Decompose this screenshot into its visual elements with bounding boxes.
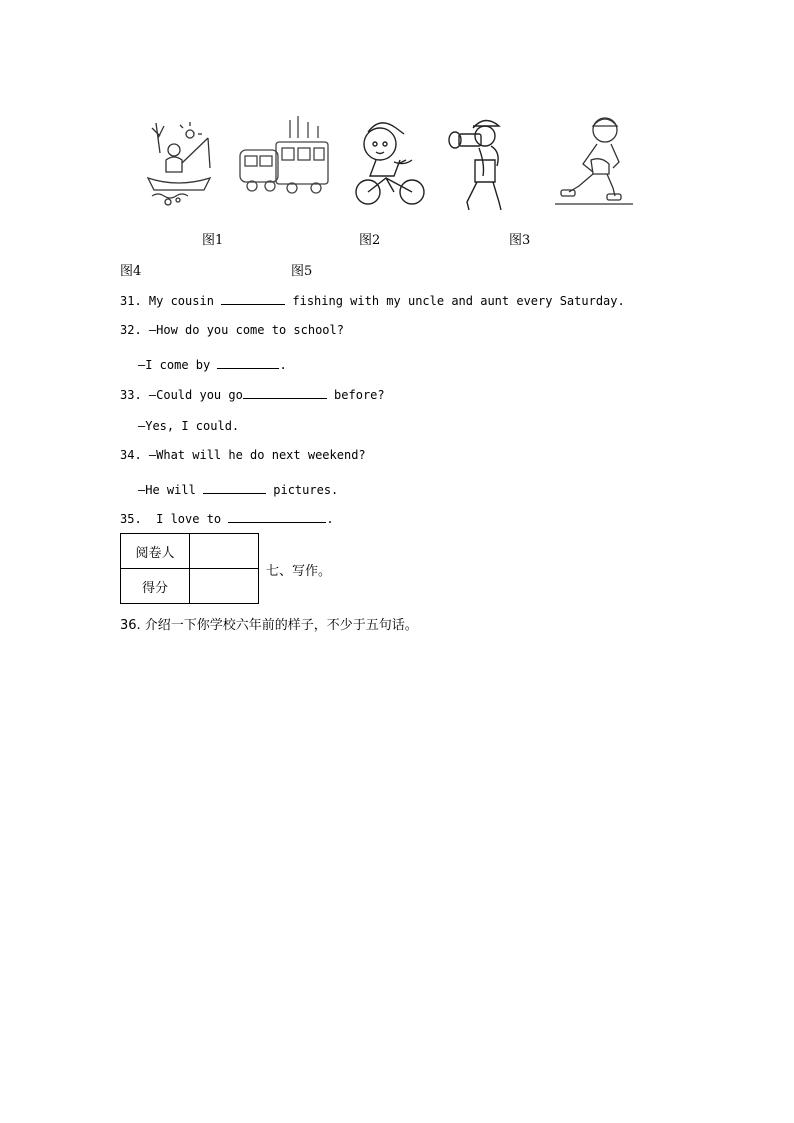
answer-blank xyxy=(221,292,285,305)
answer-blank xyxy=(228,510,326,523)
answer-32-prefix: —I come by xyxy=(138,358,218,372)
question-35 xyxy=(120,510,334,526)
question-35-suffix: . xyxy=(326,512,334,526)
figure-label-2: 图2 xyxy=(359,233,381,248)
question-31 xyxy=(120,292,625,308)
answer-32-suffix: . xyxy=(279,358,287,372)
question-33 xyxy=(120,386,385,402)
bus-picture xyxy=(236,108,332,198)
question-36: 36. 介绍一下你学校六年前的样子，不少于五句话。 xyxy=(120,618,418,633)
question-33-suffix: before? xyxy=(326,388,385,402)
question-31-prefix: 31. My cousin xyxy=(120,294,222,308)
score-cell xyxy=(190,569,259,604)
figure-label-1: 图1 xyxy=(202,233,224,248)
answer-blank xyxy=(217,356,279,369)
answer-34-suffix: pictures. xyxy=(266,483,339,497)
answer-blank xyxy=(243,386,327,399)
skating-picture xyxy=(555,108,633,208)
answer-33: —Yes, I could. xyxy=(138,419,240,433)
answer-blank xyxy=(203,481,266,494)
score-table xyxy=(120,533,259,604)
figure-label-4: 图4 xyxy=(120,264,142,279)
fishing-picture xyxy=(138,108,218,214)
answer-32 xyxy=(138,356,287,372)
question-33-prefix: 33. —Could you go xyxy=(120,388,243,402)
reviewer-cell xyxy=(190,534,259,569)
question-32: 32. —How do you come to school? xyxy=(120,323,344,337)
answer-34-prefix: —He will xyxy=(138,483,204,497)
question-35-prefix: 35. I love to xyxy=(120,512,229,526)
section-title: 七、写作。 xyxy=(266,564,332,579)
bike-picture xyxy=(350,108,430,208)
camera-picture xyxy=(445,108,517,214)
reviewer-label: 阅卷人 xyxy=(121,534,190,569)
figure-label-3: 图3 xyxy=(509,233,531,248)
question-31-suffix: fishing with my uncle and aunt every Saturday. xyxy=(285,294,625,308)
answer-34 xyxy=(138,481,338,497)
figure-label-5: 图5 xyxy=(291,264,313,279)
question-34: 34. —What will he do next weekend? xyxy=(120,448,366,462)
score-label: 得分 xyxy=(121,569,190,604)
